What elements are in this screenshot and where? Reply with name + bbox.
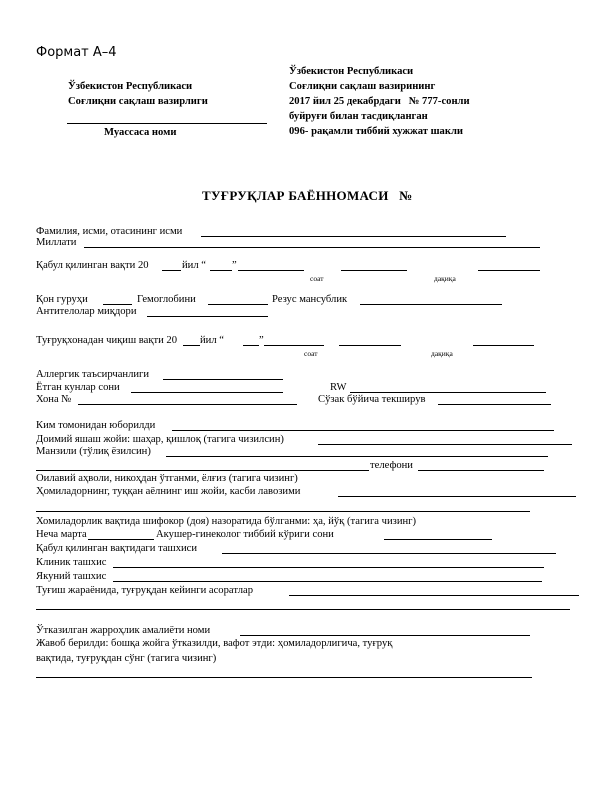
antibody-label: Антителолар миқдори <box>36 306 137 317</box>
full-address-field[interactable] <box>166 456 548 457</box>
nationality-field[interactable] <box>84 247 540 248</box>
blood-group-label: Қон гуруҳи <box>36 294 88 305</box>
discharge-hour-caption: соат <box>304 349 318 358</box>
rhesus-label: Резус мансублик <box>272 294 348 305</box>
bed-days-field[interactable] <box>131 392 283 393</box>
address-label: Доимий яшаш жойи: шаҳар, қишлоқ (тагига чизилсин) <box>36 434 284 445</box>
header-right-line2: Соғлиқни сақлаш вазирининг <box>289 81 436 92</box>
admission-month-field[interactable] <box>238 270 304 271</box>
room-field[interactable] <box>78 404 297 405</box>
family-status-label: Оилавий аҳволи, никоҳдан ўтганми, ёлғиз (тагига чизинг) <box>36 473 298 484</box>
complications-label: Туғиш жараёнида, туғруқдан кейинги асоратлар <box>36 585 253 596</box>
header-right-line5: 096- рақамли тиббий хужжат шакли <box>289 126 464 137</box>
complications-field[interactable] <box>289 595 579 596</box>
obgyn-visits-field[interactable] <box>384 539 492 540</box>
phone-label: телефони <box>370 460 413 471</box>
admission-diag-label: Қабул қилинган вақтидаги ташхиси <box>36 543 198 554</box>
discharge-year-label: йил “ <box>200 335 224 346</box>
rw-field[interactable] <box>350 392 546 393</box>
full-address-field-2[interactable] <box>36 470 369 471</box>
referred-by-label: Ким томонидан юборилди <box>36 420 156 431</box>
discharge-year-field[interactable] <box>183 345 200 346</box>
blood-group-field[interactable] <box>103 304 132 305</box>
discharge-outcome-line2: вақтида, туғруқдан сўнг (тагига чизинг) <box>36 653 217 664</box>
hemoglobin-label: Гемоглобини <box>137 294 196 305</box>
admission-day-field[interactable] <box>210 270 232 271</box>
room-label: Хона № <box>36 394 72 405</box>
referred-by-field[interactable] <box>172 430 554 431</box>
admission-year-label: йил “ <box>182 260 206 271</box>
discharge-minute-field[interactable] <box>473 345 534 346</box>
surgery-field[interactable] <box>240 635 530 636</box>
husband-job-field[interactable] <box>338 496 576 497</box>
prenatal-care-label: Хомиладорлик вақтида шифокор (доя) назоратида бўлганми: ҳа, йўқ (тагига чизинг) <box>36 516 417 527</box>
admission-minute-caption: дақиқа <box>434 274 456 283</box>
discharge-month-field[interactable] <box>264 345 324 346</box>
discharge-day-field[interactable] <box>243 345 259 346</box>
surgery-label: Ўтказилган жарроҳлик амалиёти номи <box>36 625 211 636</box>
complications-field-2[interactable] <box>36 609 570 610</box>
discharge-quote: ” <box>259 335 264 346</box>
admission-year-field[interactable] <box>162 270 181 271</box>
admission-hour-caption: соат <box>310 274 324 283</box>
fio-label: Фамилия, исми, отасининг исми <box>36 226 183 237</box>
bed-days-label: Ётган кунлар сони <box>36 382 120 393</box>
admission-minute-field[interactable] <box>478 270 540 271</box>
clinical-diag-label: Клиник ташхис <box>36 557 107 568</box>
nationality-label: Миллати <box>36 237 77 248</box>
admission-hour-field[interactable] <box>341 270 407 271</box>
husband-job-label: Ҳомиладорнинг, туққан аёлнинг иш жойи, касби лавозими <box>36 486 301 497</box>
rhesus-field[interactable] <box>360 304 502 305</box>
format-label: Формат А–4 <box>36 45 117 60</box>
antibody-field[interactable] <box>147 316 268 317</box>
admission-diag-field[interactable] <box>222 553 556 554</box>
allergy-field[interactable] <box>163 379 283 380</box>
husband-job-field-2[interactable] <box>36 511 530 512</box>
final-diag-field[interactable] <box>113 581 542 582</box>
allergy-label: Аллергик таъсирчанлиги <box>36 369 150 380</box>
discharge-minute-caption: дақиқа <box>431 349 453 358</box>
discharge-outcome-field[interactable] <box>36 677 532 678</box>
clinical-diag-field[interactable] <box>113 567 544 568</box>
header-left-line2: Соғлиқни сақлаш вазирлиги <box>68 96 208 107</box>
phone-field[interactable] <box>418 470 544 471</box>
header-right-line4: буйруғи билан тасдиқланган <box>289 111 428 122</box>
discharge-time-label: Туғруқхонадан чиқиш вақти 20 <box>36 335 178 346</box>
discharge-outcome-line1: Жавоб берилди: бошқа жойга ўтказилди, вафот этди: ҳомиладорлигича, туғруқ <box>36 638 393 649</box>
fio-field[interactable] <box>201 236 506 237</box>
institution-name-line[interactable] <box>67 123 267 124</box>
rw-label: RW <box>330 382 347 393</box>
page-title: ТУҒРУҚЛАР БАЁННОМАСИ № <box>202 188 413 203</box>
visits-count-label: Неча марта <box>36 529 87 540</box>
header-right-line3: 2017 йил 25 декабрдаги № 777-сонли <box>289 96 470 107</box>
urine-label: Сўзак бўйича текширув <box>318 394 426 405</box>
obgyn-visits-label: Акушер-гинеколог тиббий кўриги сони <box>156 529 334 540</box>
hemoglobin-field[interactable] <box>208 304 268 305</box>
full-address-label: Манзили (тўлиқ ёзилсин) <box>36 446 151 457</box>
final-diag-label: Якуний ташхис <box>36 571 107 582</box>
header-right-line1: Ўзбекистон Республикаси <box>289 66 414 77</box>
institution-caption: Муассаса номи <box>104 127 177 138</box>
header-left-line1: Ўзбекистон Республикаси <box>68 81 193 92</box>
visits-count-field[interactable] <box>88 539 154 540</box>
admission-quote: ” <box>232 260 237 271</box>
urine-field[interactable] <box>438 404 551 405</box>
admission-time-label: Қабул қилинган вақти 20 <box>36 260 149 271</box>
address-field[interactable] <box>318 444 572 445</box>
discharge-hour-field[interactable] <box>339 345 401 346</box>
